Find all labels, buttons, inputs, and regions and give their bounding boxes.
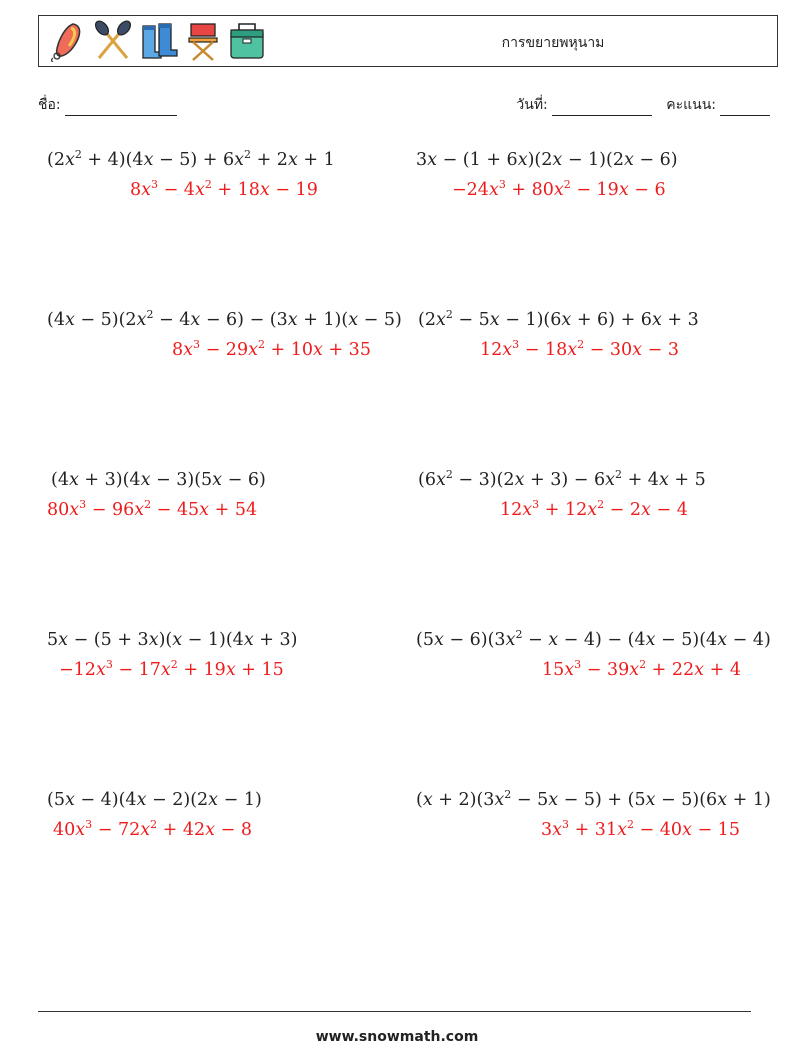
name-field[interactable] <box>38 94 177 116</box>
score-blank[interactable] <box>720 101 770 116</box>
problem-3-question: $(4x - 5)(2x^2 - 4x - 6) - (3x + 1)(x - 5)$ <box>47 308 402 330</box>
date-score-fields <box>516 94 770 116</box>
worksheet-header <box>38 15 778 67</box>
problem-5-answer: $80x^3 - 96x^2 - 45x + 54$ <box>47 498 258 520</box>
problem-7-question: 5x − (5 + 3x)(x − 1)(4x + 3) <box>47 630 298 650</box>
problem-8-question: $(5x - 6)(3x^2 - x - 4) - (4x - 5)(4x - 4)$ <box>416 628 771 650</box>
problem-9-answer: $40x^3 - 72x^2 + 42x - 8$ <box>53 818 252 840</box>
problem-9-question: (5x − 4)(4x − 2)(2x − 1) <box>47 790 262 810</box>
problem-2-answer: $-24x^3 + 80x^2 - 19x - 6$ <box>452 178 666 200</box>
problem-5-question: (4x + 3)(4x − 3)(5x − 6) <box>51 470 266 490</box>
problem-4-answer: $12x^3 - 18x^2 - 30x - 3$ <box>480 338 679 360</box>
worksheet-title: การขยายพหุนาม <box>501 35 605 51</box>
date-label: วันที่: <box>516 97 548 113</box>
problem-7-answer: $-12x^3 - 17x^2 + 19x + 15$ <box>59 658 284 680</box>
problem-8-answer: $15x^3 - 39x^2 + 22x + 4$ <box>542 658 741 680</box>
score-label: คะแนน: <box>666 97 716 113</box>
footer-divider <box>38 1011 751 1012</box>
problem-6-answer: $12x^3 + 12x^2 - 2x - 4$ <box>500 498 688 520</box>
problem-1-question: $(2x^2 + 4)(4x - 5) + 6x^2 + 2x + 1$ <box>47 148 335 170</box>
date-blank[interactable] <box>552 101 652 116</box>
name-label: ชื่อ: <box>38 97 61 113</box>
problem-10-answer: $3x^3 + 31x^2 - 40x - 15$ <box>541 818 740 840</box>
problem-1-answer: $8x^3 - 4x^2 + 18x - 19$ <box>130 178 318 200</box>
name-blank[interactable] <box>65 101 177 116</box>
problem-10-question: $(x + 2)(3x^2 - 5x - 5) + (5x - 5)(6x + 1)$ <box>416 788 771 810</box>
problem-3-answer: $8x^3 - 29x^2 + 10x + 35$ <box>172 338 371 360</box>
problem-4-question: $(2x^2 - 5x - 1)(6x + 6) + 6x + 3$ <box>418 308 699 330</box>
footer-url: www.snowmath.com <box>315 1029 479 1045</box>
problem-2-question: 3x − (1 + 6x)(2x − 1)(2x − 6) <box>416 150 678 170</box>
problem-6-question: $(6x^2 - 3)(2x + 3) - 6x^2 + 4x + 5$ <box>418 468 706 490</box>
